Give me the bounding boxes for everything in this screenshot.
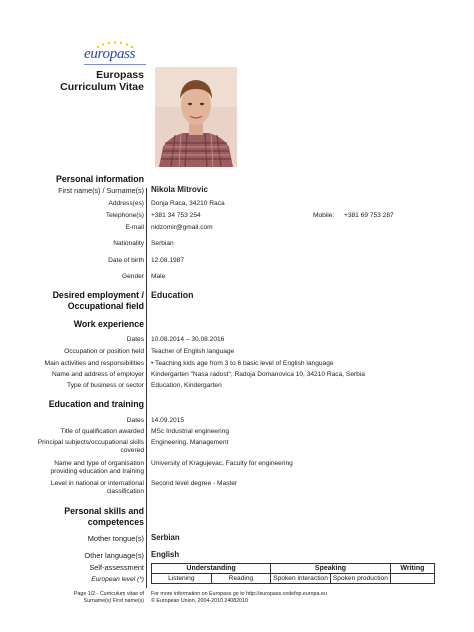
dob-label: Date of birth (108, 257, 144, 264)
sub-writing-empty (390, 574, 434, 584)
dob-value: 12.08.1987 (151, 257, 185, 264)
business-value: Education, Kindergarten (151, 382, 222, 389)
profile-photo (155, 67, 237, 167)
name-label: First name(s) / Surname(s) (58, 186, 144, 195)
subjects-label-line1: Principal subjects/occupational skills (37, 439, 144, 446)
footer-right-line1[interactable]: For more information on Europass go to http://europass.cedefop.europa.eu (151, 591, 327, 597)
activities-label: Main activities and responsibilities (44, 360, 144, 367)
nationality-value: Serbian (151, 240, 174, 247)
gender-label: Gender (122, 273, 144, 280)
cv-title-line1: Europass (96, 69, 144, 81)
sub-spoken-production: Spoken production (330, 574, 390, 584)
address-label: Address(es) (108, 200, 144, 207)
level-label-line1: Level in national or international (50, 480, 144, 487)
column-divider (146, 188, 147, 588)
footer-right (151, 591, 327, 604)
mother-tongue-label: Mother tongue(s) (87, 534, 144, 543)
section-personal-information: Personal information (56, 174, 144, 184)
work-dates-label: Dates (126, 336, 144, 343)
section-skills-line1: Personal skills and (64, 506, 144, 516)
mobile-label: Mobile: (313, 212, 335, 219)
employer-value: Kindergarten "Nasa radost", Radoja Domanovica 10, 34210 Raca, Serbia (151, 371, 365, 378)
col-writing: Writing (390, 564, 434, 574)
section-desired-employment-line2: Occupational field (67, 301, 144, 311)
sub-listening: Listening (152, 574, 212, 584)
self-assessment-label: Self-assessment (89, 563, 144, 572)
section-desired-employment-line1: Desired employment / (52, 290, 144, 300)
level-label-line2: classification (106, 488, 144, 495)
logo-underline (84, 64, 146, 65)
sub-spoken-interaction: Spoken interaction (271, 574, 331, 584)
language-assessment-table (151, 563, 435, 584)
gender-value: Male (151, 273, 166, 280)
section-education-training: Education and training (48, 399, 144, 409)
footer-right-line2: © European Union, 2004-2010 24082010 (151, 597, 248, 604)
work-dates-value: 10.08.2014 – 30.08.2016 (151, 336, 225, 343)
name-value: Nikola Mitrovic (151, 185, 208, 194)
business-label: Type of business or sector (67, 382, 144, 389)
mother-tongue-value: Serbian (151, 533, 180, 542)
telephone-value: +381 34 753 254 (151, 212, 201, 219)
europass-logo (84, 40, 156, 70)
subjects-value: Engineering, Management (151, 439, 229, 446)
email-label: E-mail (125, 224, 144, 231)
cv-title-line2: Curriculum Vitae (60, 81, 144, 93)
col-understanding: Understanding (152, 564, 271, 574)
level-value: Second level degree - Master (151, 480, 238, 487)
other-language-label: Other language(s) (84, 551, 144, 560)
section-skills-line2: competences (87, 517, 144, 527)
other-language-value: English (151, 550, 180, 559)
telephone-label: Telephone(s) (105, 212, 144, 219)
edu-dates-value: 14.09.2015 (151, 417, 185, 424)
activities-value: • Teaching kids age from 3 to 6 basic level of English language (151, 360, 334, 367)
footer-left (74, 591, 144, 604)
sub-reading: Reading (211, 574, 271, 584)
address-value: Donja Raca, 34210 Raca (151, 200, 225, 207)
qualification-value: MSc Industrial engineering (151, 428, 230, 435)
footer-left-line2: Surname(s) First name(s) (83, 597, 144, 604)
position-value: Teacher of English language (151, 348, 235, 355)
edu-dates-label: Dates (126, 417, 144, 424)
section-work-experience: Work experience (73, 319, 144, 329)
org-label-line1: Name and type of organisation (54, 460, 144, 467)
desired-employment-value: Education (151, 290, 194, 300)
qualification-label: Title of qualification awarded (60, 428, 144, 435)
col-speaking: Speaking (271, 564, 391, 574)
mobile-value: +381 69 753 287 (344, 212, 394, 219)
position-label: Occupation or position held (64, 348, 144, 355)
org-value: University of Kragujevac, Faculty for engineering (151, 460, 293, 467)
logo-text: europass (84, 46, 136, 62)
subjects-label-line2: covered (120, 447, 144, 454)
footer-left-line1: Page 1/2 - Curriculum vitae of (73, 591, 144, 597)
nationality-label: Nationality (113, 240, 144, 247)
european-level-label: European level (*) (91, 576, 144, 583)
email-value[interactable]: nidzomir@gmail.com (151, 224, 213, 231)
org-label-line2: providing education and training (50, 468, 144, 475)
employer-label: Name and address of employer (52, 371, 144, 378)
